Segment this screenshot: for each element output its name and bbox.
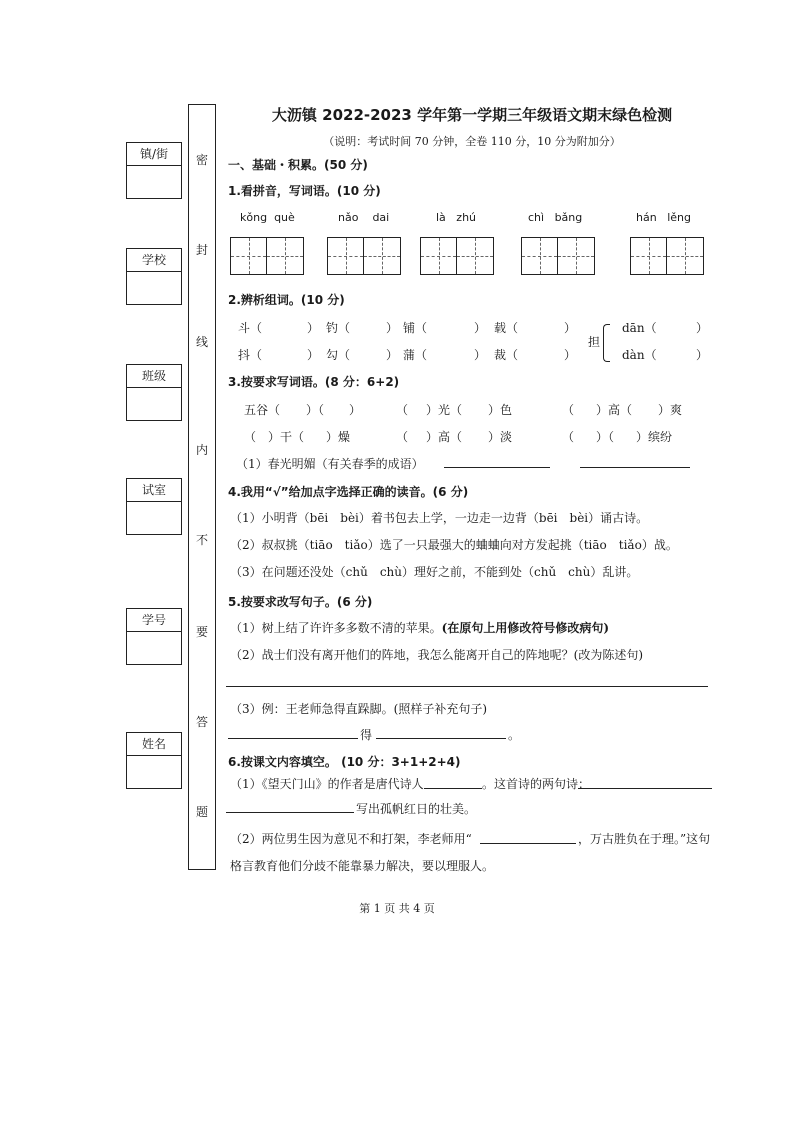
word-item: ）	[696, 321, 709, 335]
question-item: （1）春光明媚（有关春季的成语）	[236, 457, 424, 471]
word-item: ）	[474, 348, 487, 362]
field-label: 学校	[127, 249, 181, 272]
word-item: ）	[696, 348, 709, 362]
field-label: 姓名	[127, 733, 181, 756]
question-heading: 1.看拼音，写词语。(10 分)	[228, 184, 381, 198]
question-heading: 3.按要求写词语。(8 分：6+2)	[228, 375, 400, 389]
pinyin: chì bǎng	[528, 211, 583, 224]
question-item: 格言教育他们分歧不能靠暴力解决，要以理服人。	[230, 859, 495, 873]
field-class	[126, 364, 182, 421]
word-item: ）	[307, 321, 320, 335]
answer-line[interactable]	[226, 686, 708, 687]
part-heading: 一、基础・积累。(50 分)	[228, 158, 368, 172]
brace	[603, 324, 610, 362]
word-item: 铺（	[403, 321, 428, 335]
polyphone-char: 担	[588, 335, 601, 349]
word-item: ）爽	[658, 403, 683, 417]
field-label: 试室	[127, 479, 181, 502]
word-item: （	[396, 403, 409, 417]
question-item: （1）小明背（bēi bèi）着书包去上学，一边走一边背（bēi bèi）诵古诗。	[230, 511, 649, 525]
word-item: 裁（	[494, 348, 519, 362]
word-item: ）光（	[426, 403, 463, 417]
question-item: （2）战士们没有离开他们的阵地，我怎么能离开自己的阵地呢？(改为陈述句)	[230, 648, 644, 662]
answer-line[interactable]	[444, 467, 550, 468]
pinyin: nǎo dai	[338, 211, 390, 224]
answer-line[interactable]	[376, 738, 506, 739]
field-label: 学号	[127, 609, 181, 632]
word-item: （	[562, 403, 575, 417]
question-item: ，万古胜负在于理。”这句	[578, 832, 711, 846]
exam-title: 大沥镇 2022-2023 学年第一学期三年级语文期末绿色检测	[271, 106, 673, 124]
writing-grid[interactable]	[420, 237, 494, 275]
question-item: （3）例：王老师急得直跺脚。(照样子补充句子)	[230, 702, 487, 716]
word-item: ）	[349, 403, 362, 417]
writing-grid[interactable]	[230, 237, 304, 275]
word-item: ）干（	[268, 430, 305, 444]
seal-char: 线	[195, 335, 208, 349]
writing-grid[interactable]	[327, 237, 401, 275]
word-item: 斗（	[238, 321, 263, 335]
word-item: ）缤纷	[636, 430, 673, 444]
word-item: dān（	[622, 321, 657, 335]
field-name	[126, 732, 182, 789]
question-item: 写出孤帆红日的壮美。	[356, 802, 477, 816]
word-item: 勾（	[326, 348, 351, 362]
word-item: 蒲（	[403, 348, 428, 362]
question-item: （2）叔叔挑（tiāo tiǎo）选了一只最强大的蛐蛐向对方发起挑（tiāo tiǎo）战。	[230, 538, 678, 552]
question-item: 得	[360, 728, 373, 742]
word-item: ）高（	[426, 430, 463, 444]
seal-char: 密	[195, 153, 208, 167]
pinyin: hán lěng	[636, 211, 691, 224]
word-item: ）（	[306, 403, 325, 417]
word-item: ）（	[596, 430, 615, 444]
question-item: 。	[508, 728, 521, 742]
word-item: ）高（	[596, 403, 633, 417]
word-item: ）	[474, 321, 487, 335]
page-number: 第 1 页 共 4 页	[359, 902, 435, 915]
seal-char: 内	[195, 443, 208, 457]
question-heading: 4.我用“√”给加点字选择正确的读音。(6 分)	[228, 485, 469, 499]
field-student-id	[126, 608, 182, 665]
word-item: 载（	[494, 321, 519, 335]
word-item: 钓（	[326, 321, 351, 335]
writing-grid[interactable]	[630, 237, 704, 275]
question-item: （1）树上结了许许多多数不清的苹果。(在原句上用修改符号修改病句)	[230, 621, 609, 635]
seal-char: 不	[195, 533, 208, 547]
field-label: 班级	[127, 365, 181, 388]
field-blank[interactable]	[127, 756, 181, 788]
field-blank[interactable]	[127, 502, 181, 534]
answer-line[interactable]	[424, 788, 482, 789]
word-item: ）燥	[326, 430, 351, 444]
word-item: dàn（	[622, 348, 657, 362]
word-item: 五谷（	[244, 403, 281, 417]
question-item: （3）在问题还没处（chǔ chù）理好之前，不能到处（chǔ chù）乱讲。	[230, 565, 639, 579]
seal-char: 要	[195, 625, 208, 639]
field-town	[126, 142, 182, 199]
field-school	[126, 248, 182, 305]
word-item: 抖（	[238, 348, 263, 362]
word-item: （	[562, 430, 575, 444]
answer-line[interactable]	[228, 738, 358, 739]
answer-line[interactable]	[578, 788, 712, 789]
pinyin: kǒng què	[240, 211, 295, 224]
seal-char: 题	[195, 805, 208, 819]
answer-line[interactable]	[226, 812, 354, 813]
question-heading: 6.按课文内容填空。 (10 分：3+1+2+4)	[228, 755, 461, 769]
field-blank[interactable]	[127, 272, 181, 304]
answer-line[interactable]	[480, 843, 576, 844]
question-heading: 5.按要求改写句子。(6 分)	[228, 595, 373, 609]
word-item: （	[244, 430, 257, 444]
word-item: ）	[564, 321, 577, 335]
field-room	[126, 478, 182, 535]
writing-grid[interactable]	[521, 237, 595, 275]
word-item: ）	[564, 348, 577, 362]
pinyin: là zhú	[436, 211, 477, 224]
field-blank[interactable]	[127, 632, 181, 664]
field-blank[interactable]	[127, 388, 181, 420]
question-heading: 2.辨析组词。(10 分)	[228, 293, 345, 307]
seal-line-strip	[188, 104, 216, 870]
question-item: （2）两位男生因为意见不和打架，李老师用“	[230, 832, 472, 846]
word-item: ）	[307, 348, 320, 362]
word-item: ）淡	[488, 430, 513, 444]
answer-line[interactable]	[580, 467, 690, 468]
question-item: （1）《望天门山》的作者是唐代诗人	[230, 777, 424, 791]
exam-note: （说明：考试时间 70 分钟，全卷 110 分，10 分为附加分）	[323, 135, 621, 148]
seal-char: 封	[195, 243, 208, 257]
word-item: ）色	[488, 403, 513, 417]
field-label: 镇/街	[127, 143, 181, 166]
question-item: 。这首诗的两句诗：	[482, 777, 591, 791]
word-item: ）	[386, 321, 399, 335]
word-item: ）	[386, 348, 399, 362]
seal-char: 答	[195, 715, 208, 729]
word-item: （	[396, 430, 409, 444]
field-blank[interactable]	[127, 166, 181, 198]
